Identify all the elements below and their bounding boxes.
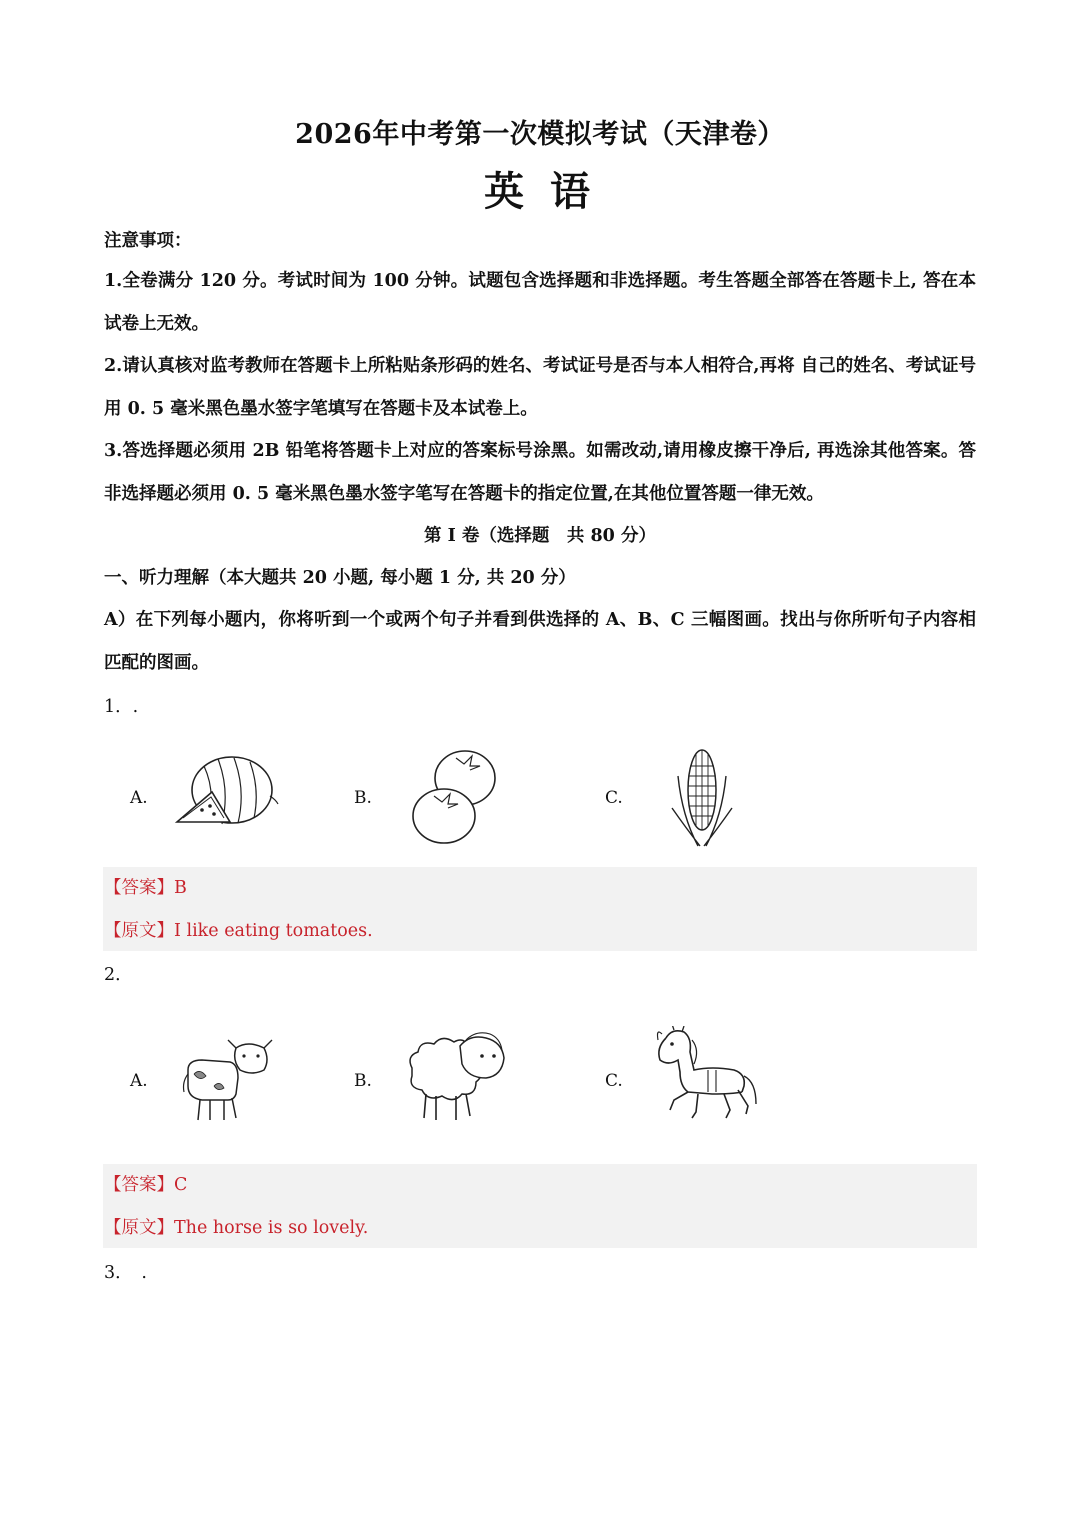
- answer-value: C: [174, 1175, 188, 1195]
- cow-icon: [180, 1034, 276, 1124]
- option-label: A.: [130, 788, 148, 808]
- answer-tag: 【答案】: [104, 878, 174, 898]
- part-instruction: A）在下列每小题内，你将听到一个或两个句子并看到供选择的 A、B、C 三幅图画。找出与你所听句子内容相匹配的图画。: [104, 610, 976, 673]
- script-tag: 【原文】: [104, 921, 174, 941]
- answer-value: B: [174, 878, 187, 898]
- answer-tag: 【答案】: [104, 1175, 174, 1195]
- corn-icon: [668, 746, 736, 850]
- notice-item: 2.请认真核对监考教师在答题卡上所粘贴条形码的姓名、考试证号是否与本人相符合,再将 自己的姓名、考试证号用 0. 5 毫米黑色墨水签字笔填写在答题卡及本试卷上。: [104, 356, 976, 419]
- sheep-icon: [402, 1024, 510, 1124]
- option-label: B.: [354, 1071, 372, 1091]
- notice-list: [104, 260, 976, 515]
- notice-item: 3.答选择题必须用 2B 铅笔将答题卡上对应的答案标号涂黑。如需改动,请用橡皮擦干净后, 再选涂其他答案。答非选择题必须用 0. 5 毫米黑色墨水签字笔写在答题卡的指定位置,在其他位置答题一律无效。: [104, 441, 976, 504]
- exam-title: 2026年中考第一次模拟考试（天津卷）: [295, 119, 785, 150]
- horse-icon: [652, 1026, 760, 1126]
- script-tag: 【原文】: [104, 1218, 174, 1238]
- notice-heading: 注意事项：: [104, 231, 192, 251]
- option-label: C.: [605, 1071, 623, 1091]
- answer-line: [104, 1170, 187, 1200]
- option-label: B.: [354, 788, 372, 808]
- script-line: [104, 916, 373, 946]
- script-line: [104, 1213, 368, 1243]
- section-title: 第 I 卷（选择题 共 80 分）: [424, 526, 656, 546]
- part-title: 一、听力理解（本大题共 20 小题, 每小题 1 分, 共 20 分）: [104, 568, 576, 588]
- script-text: I like eating tomatoes.: [174, 921, 373, 941]
- question-number: 3． .: [104, 1263, 147, 1283]
- answer-line: [104, 873, 187, 903]
- option-label: C.: [605, 788, 623, 808]
- notice-item: 1.全卷满分 120 分。考试时间为 100 分钟。试题包含选择题和非选择题。考生答题全部答在答题卡上, 答在本试卷上无效。: [104, 271, 976, 334]
- tomatoes-icon: [408, 744, 500, 846]
- question-number: 2．: [104, 965, 133, 985]
- option-label: A.: [130, 1071, 148, 1091]
- subject-title: 英 语: [484, 168, 596, 215]
- question-number: 1．.: [104, 697, 139, 717]
- script-text: The horse is so lovely.: [174, 1218, 369, 1238]
- watermelon-icon: [172, 752, 280, 834]
